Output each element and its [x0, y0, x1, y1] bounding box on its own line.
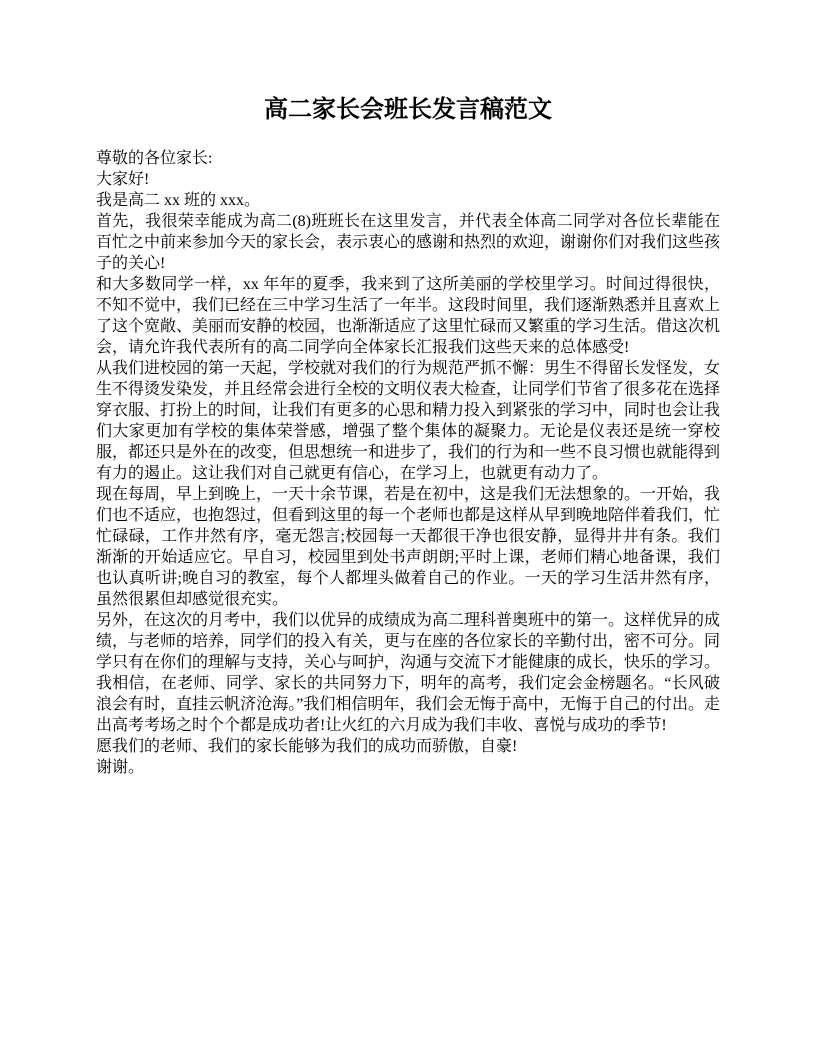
- paragraph: 另外，在这次的月考中，我们以优异的成绩成为高二理科普奥班中的第一。这样优异的成绩，与老师的培养，同学们的投入有关，更与在座的各位家长的辛勤付出，密不可分。同学只有在你们的理解与支持，关心与呵护，沟通与交流下才能健康的成长，快乐的学习。: [96, 612, 721, 671]
- paragraph: 大家好!: [96, 171, 150, 188]
- paragraph: 从我们进校园的第一天起，学校就对我们的行为规范严抓不懈：男生不得留长发怪发，女生不得烫发染发，并且经常会进行全校的文明仪表大检查，让同学们节省了很多花在选择穿衣服、打扮上的时间，让我们有更多的心思和精力投入到紧张的学习中，同时也会让我们大家更加有学校的集体荣誉感，增强了整个集体的凝聚力。无论是仪表还是统一穿校服，都还只是外在的改变，但思想统一和进步了，我们的行为和一些不良习惯也就能得到有力的遏止。这让我们对自己就更有信心，在学习上，也就更有动力了。: [96, 360, 721, 482]
- document-body: [96, 148, 720, 778]
- paragraph: 尊敬的各位家长:: [96, 150, 213, 167]
- paragraph: 愿我们的老师、我们的家长能够为我们的成功而骄傲，自豪!: [96, 738, 518, 755]
- paragraph: 我相信，在老师、同学、家长的共同努力下，明年的高考，我们定会金榜题名。“长风破浪会有时，直挂云帆济沧海。”我们相信明年，我们会无悔于高中，无悔于自己的付出。走出高考考场之时个个都是成功者!让火红的六月成为我们丰收、喜悦与成功的季节!: [96, 675, 720, 734]
- paragraph: 首先，我很荣幸能成为高二(8)班班长在这里发言，并代表全体高二同学对各位长辈能在百忙之中前来参加今天的家长会，表示衷心的感谢和热烈的欢迎，谢谢你们对我们这些孩子的关心!: [96, 213, 721, 272]
- paragraph: 我是高二 xx 班的 xxx。: [96, 192, 261, 209]
- paragraph: 谢谢。: [96, 759, 145, 776]
- paragraph: 和大多数同学一样，xx 年年的夏季，我来到了这所美丽的学校里学习。时间过得很快，不知不觉中，我们已经在三中学习生活了一年半。这段时间里，我们逐渐熟悉并且喜欢上了这个宽敞、美丽而安静的校园，也渐渐适应了这里忙碌而又繁重的学习生活。借这次机会，请允许我代表所有的高二同学向全体家长汇报我们这些天来的总体感受!: [96, 276, 721, 356]
- paragraph: 现在每周，早上到晚上，一天十余节课，若是在初中，这是我们无法想象的。一开始，我们也不适应，也抱怨过，但看到这里的每一个老师也都是这样从早到晚地陪伴着我们，忙忙碌碌，工作井然有序，毫无怨言;校园每一天都很干净也很安静，显得井井有条。我们渐渐的开始适应它。早自习，校园里到处书声朗朗;平时上课，老师们精心地备课，我们也认真听讲;晚自习的教室，每个人都埋头做着自己的作业。一天的学习生活井然有序，虽然很累但却感觉很充实。: [96, 486, 721, 608]
- document-title: 高二家长会班长发言稿范文: [264, 97, 552, 123]
